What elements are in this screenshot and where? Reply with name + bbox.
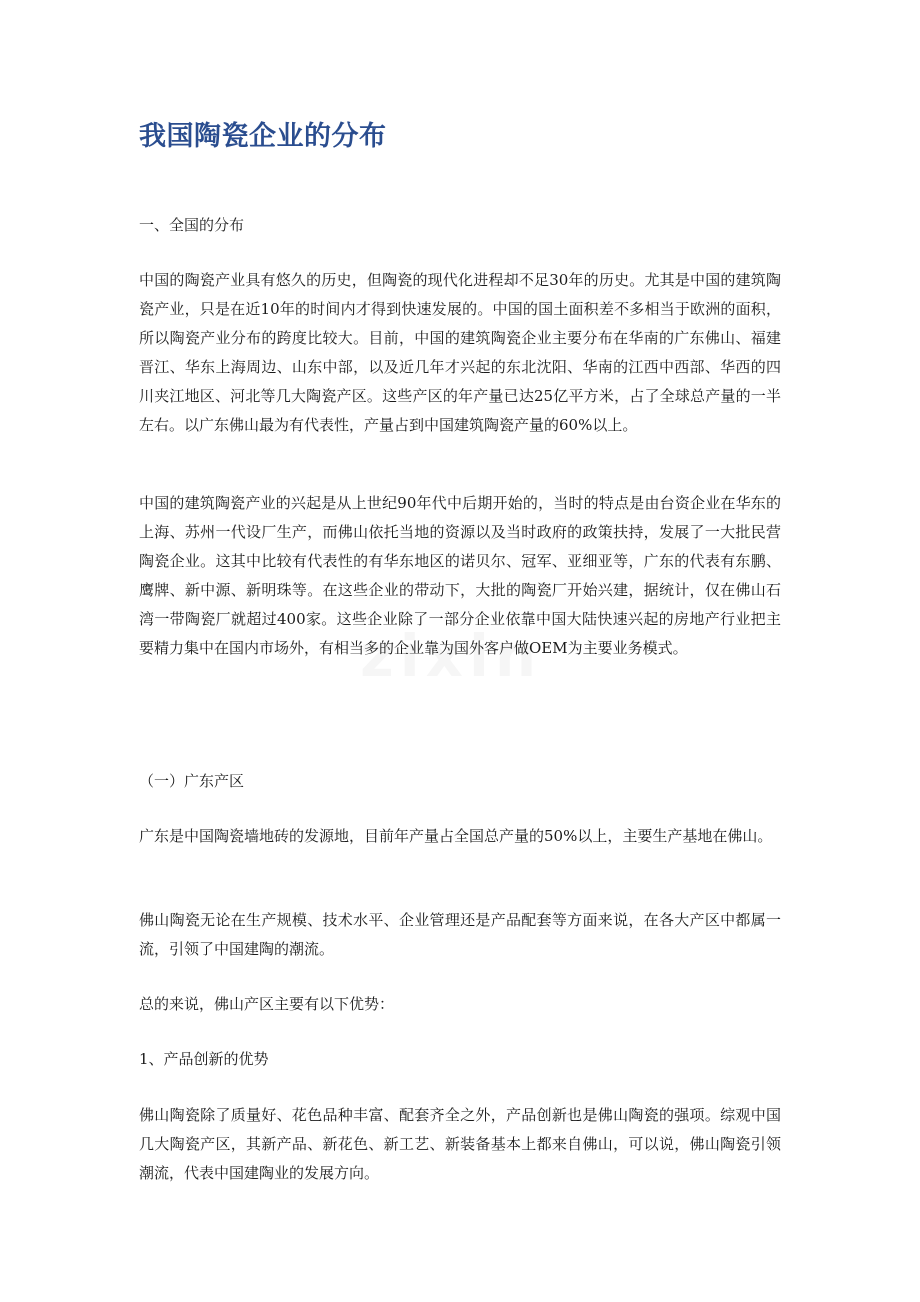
section-heading-national: 一、全国的分布 — [139, 216, 245, 234]
item-heading-innovation: 1、产品创新的优势 — [139, 1050, 269, 1068]
paragraph-history: 中国的陶瓷产业具有悠久的历史，但陶瓷的现代化进程却不足30年的历史。尤其是中国的建筑陶瓷产业，只是在近10年的时间内才得到快速发展的。中国的国土面积差不多相当于欧洲的面积，所以陶瓷产业分布的跨度比较大。目前，中国的建筑陶瓷企业主要分布在华南的广东佛山、福建晋江、华东上海周边、山东中部，以及近几年才兴起的东北沈阳、华南的江西中西部、华西的四川夹江地区、河北等几大陶瓷产区。这些产区的年产量已达25亿平方米，占了全球总产量的一半左右。以广东佛山最为有代表性，产量占到中国建筑陶瓷产量的60%以上。 — [139, 271, 781, 434]
paragraph-advantages-intro: 总的来说，佛山产区主要有以下优势： — [139, 995, 395, 1013]
paragraph-innovation: 佛山陶瓷除了质量好、花色品种丰富、配套齐全之外，产品创新也是佛山陶瓷的强项。综观中国几大陶瓷产区，其新产品、新花色、新工艺、新装备基本上都来自佛山，可以说，佛山陶瓷引领潮流，代表中国建陶业的发展方向。 — [139, 1106, 781, 1182]
paragraph-rise: 中国的建筑陶瓷产业的兴起是从上世纪90年代中后期开始的，当时的特点是由台资企业在华东的上海、苏州一代设厂生产，而佛山依托当地的资源以及当时政府的政策扶持，发展了一大批民营陶瓷企业。这其中比较有代表性的有华东地区的诺贝尔、冠军、亚细亚等，广东的代表有东鹏、鹰牌、新中源、新明珠等。在这些企业的带动下，大批的陶瓷厂开始兴建，据统计，仅在佛山石湾一带陶瓷厂就超过400家。这些企业除了一部分企业依靠中国大陆快速兴起的房地产行业把主要精力集中在国内市场外，有相当多的企业靠为国外客户做OEM为主要业务模式。 — [139, 494, 781, 657]
paragraph-foshan-leading: 佛山陶瓷无论在生产规模、技术水平、企业管理还是产品配套等方面来说，在各大产区中都属一流，引领了中国建陶的潮流。 — [139, 911, 781, 958]
section-heading-guangdong: （一）广东产区 — [139, 772, 245, 790]
paragraph-guangdong-origin: 广东是中国陶瓷墙地砖的发源地，目前年产量占全国总产量的50%以上，主要生产基地在佛山。 — [139, 827, 773, 845]
document-title: 我国陶瓷企业的分布 — [139, 121, 387, 152]
